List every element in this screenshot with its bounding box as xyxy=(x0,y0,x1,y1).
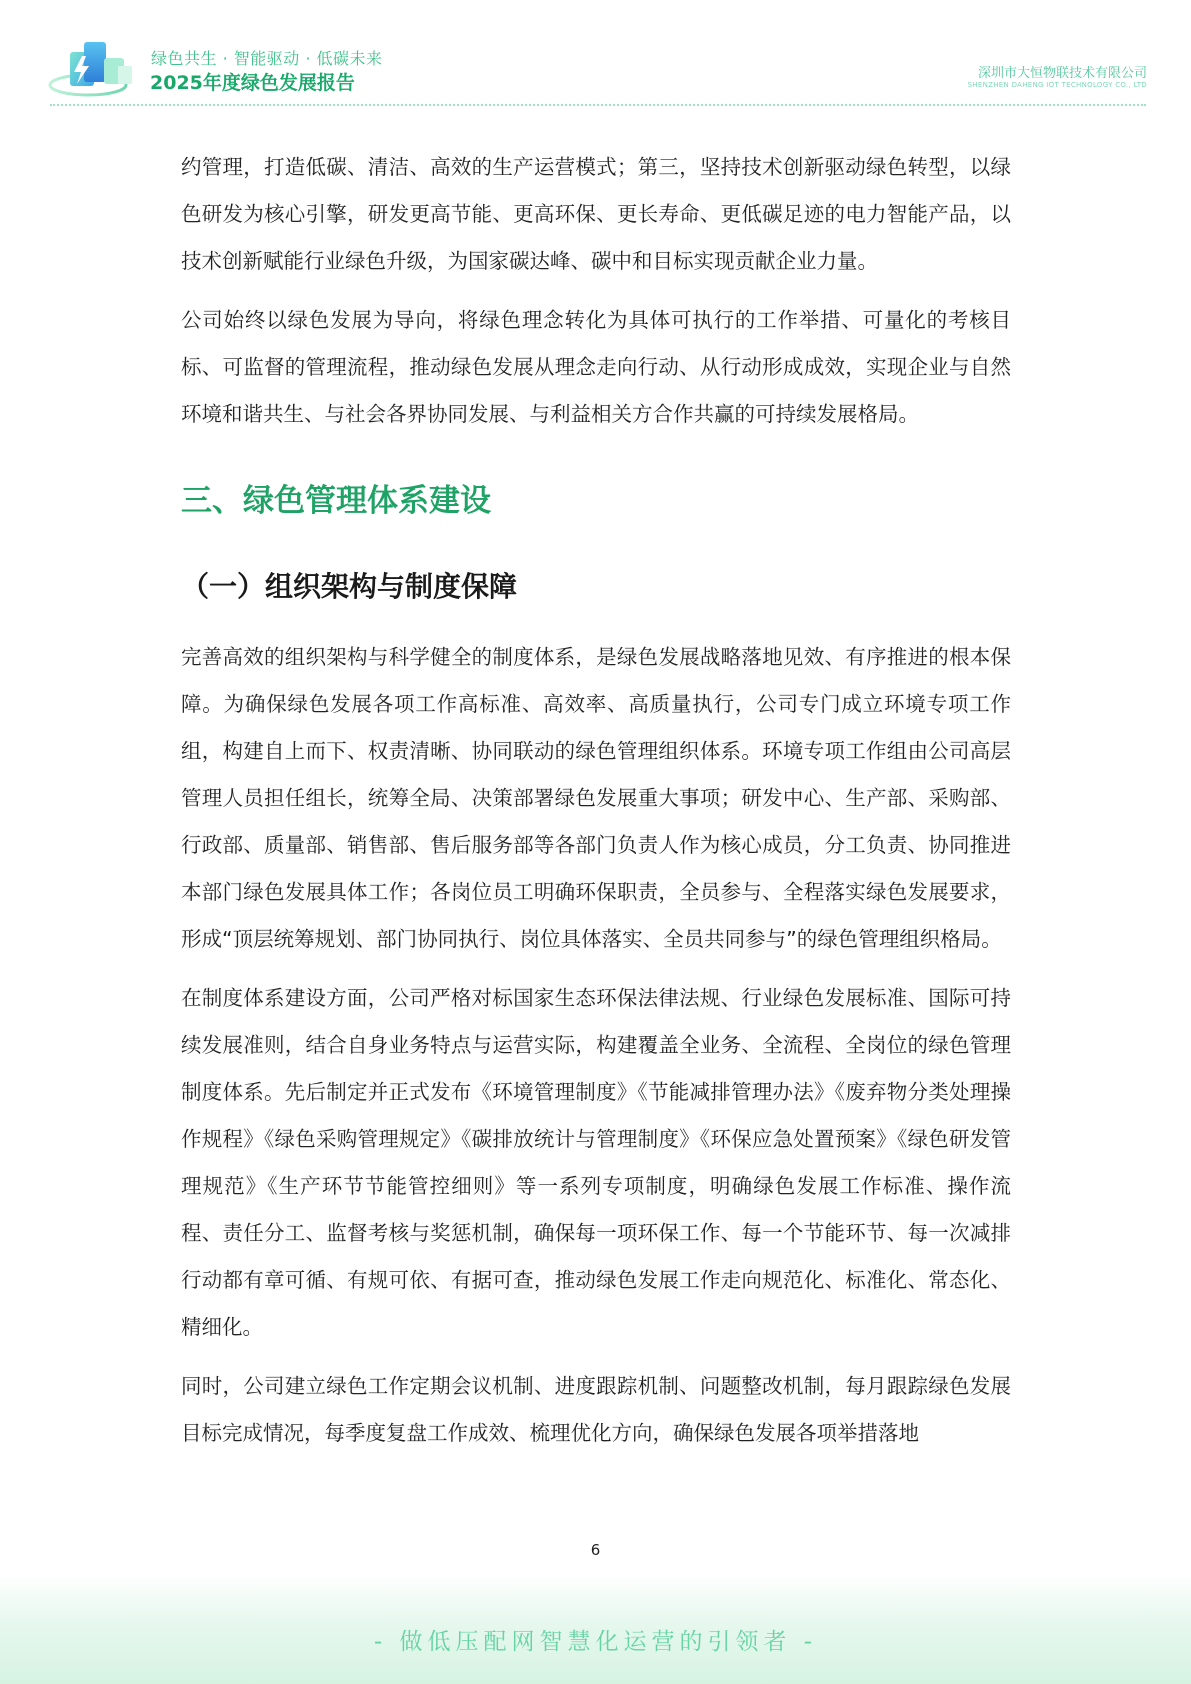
logo-graphic xyxy=(48,38,146,100)
page-header xyxy=(0,0,1191,110)
page-body xyxy=(181,144,1011,1457)
body-paragraph: 约管理，打造低碳、清洁、高效的生产运营模式；第三，坚持技术创新驱动绿色转型，以绿色研发为核心引擎，研发更高节能、更高环保、更长寿命、更低碳足迹的电力智能产品，以技术创新赋能行业绿色升级，为国家碳达峰、碳中和目标实现贡献企业力量。 xyxy=(181,155,1011,273)
section-title: 三、绿色管理体系建设 xyxy=(181,483,491,519)
company-name-cn: 深圳市大恒物联技术有限公司 xyxy=(977,66,1147,81)
company-name-en: SHENZHEN DAHENG IOT TECHNOLOGY CO., LTD xyxy=(967,81,1147,89)
page-number: 6 xyxy=(590,1541,601,1559)
body-paragraph: 完善高效的组织架构与科学健全的制度体系，是绿色发展战略落地见效、有序推进的根本保障。为确保绿色发展各项工作高标准、高效率、高质量执行，公司专门成立环境专项工作组，构建自上而下、权责清晰、协同联动的绿色管理组织体系。环境专项工作组由公司高层管理人员担任组长，统筹全局、决策部署绿色发展重大事项；研发中心、生产部、采购部、行政部、质量部、销售部、售后服务部等各部门负责人作为核心成员，分工负责、协同推进本部门绿色发展具体工作；各岗位员工明确环保职责，全员参与、全程落实绿色发展要求，形成“顶层统筹规划、部门协同执行、岗位具体落实、全员共同参与”的绿色管理组织格局。 xyxy=(181,645,1011,951)
header-divider xyxy=(50,104,1146,106)
footer-motto: - 做低压配网智慧化运营的引领者 - xyxy=(373,1629,818,1655)
lightning-building-logo xyxy=(48,38,146,100)
subsection-title: （一）组织架构与制度保障 xyxy=(181,570,518,603)
body-paragraph: 公司始终以绿色发展为导向，将绿色理念转化为具体可执行的工作举措、可量化的考核目标、可监督的管理流程，推动绿色发展从理念走向行动、从行动形成成效，实现企业与自然环境和谐共生、与社会各界协同发展、与利益相关方合作共赢的可持续发展格局。 xyxy=(181,308,1011,426)
report-title: 2025年度绿色发展报告 xyxy=(150,72,355,94)
body-paragraph: 在制度体系建设方面，公司严格对标国家生态环保法律法规、行业绿色发展标准、国际可持续发展准则，结合自身业务特点与运营实际，构建覆盖全业务、全流程、全岗位的绿色管理制度体系。先后制定并正式发布《环境管理制度》《节能减排管理办法》《废弃物分类处理操作规程》《绿色采购管理规定》《碳排放统计与管理制度》《环保应急处置预案》《绿色研发管理规范》《生产环节节能管控细则》等一系列专项制度，明确绿色发展工作标准、操作流程、责任分工、监督考核与奖惩机制，确保每一项环保工作、每一个节能环节、每一次减排行动都有章可循、有规可依、有据可查，推动绿色发展工作走向规范化、标准化、常态化、精细化。 xyxy=(181,986,1011,1339)
body-paragraph: 同时，公司建立绿色工作定期会议机制、进度跟踪机制、问题整改机制，每月跟踪绿色发展目标完成情况，每季度复盘工作成效、梳理优化方向，确保绿色发展各项举措落地 xyxy=(181,1374,1011,1445)
header-slogan: 绿色共生 · 智能驱动 · 低碳未来 xyxy=(151,49,383,68)
